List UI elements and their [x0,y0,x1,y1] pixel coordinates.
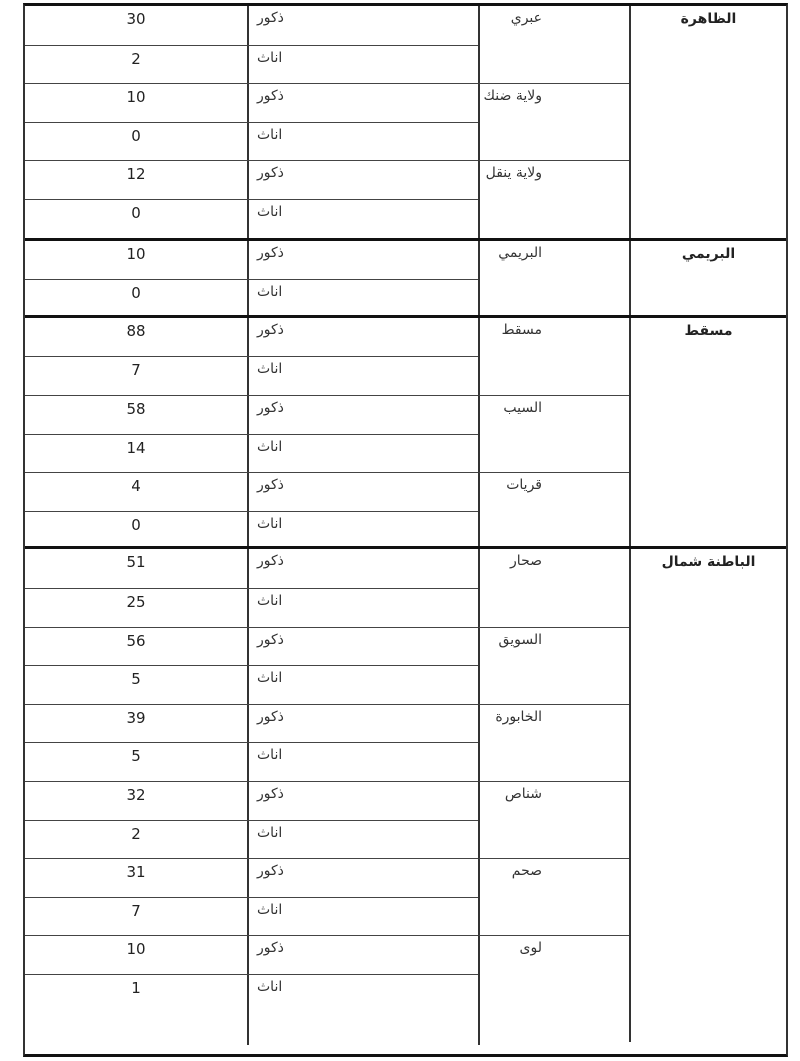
table-row [25,935,478,974]
wilayat-name: شناص [504,785,542,802]
male-label: ذكور [257,553,284,570]
female-label: اناث [257,901,283,918]
governorate-group [25,6,786,238]
female-label: اناث [257,284,283,301]
wilayat-name: صحار [510,553,542,570]
wilayat-cell [478,6,629,83]
female-count: 25 [126,592,146,611]
female-label: اناث [257,49,283,66]
governorate-cell: البريمي [629,241,786,315]
female-label: اناث [257,438,283,455]
table-row [25,241,478,280]
gender-cell [247,549,478,588]
wilayat-name: السيب [503,399,542,416]
female-label: اناث [257,670,283,687]
wilayat-cell [478,395,629,472]
table-row [25,6,478,45]
male-count: 31 [126,863,146,882]
table-row [25,704,478,743]
male-count: 32 [126,785,146,804]
table-row [25,588,478,627]
gender-cell [247,200,478,238]
male-label: ذكور [257,477,284,494]
wilayat-name: الخابورة [495,708,542,725]
governorate-group [25,546,786,1041]
wilayat-name: صحم [511,863,542,880]
female-label: اناث [257,747,283,764]
gender-cell [247,123,478,161]
female-count: 5 [131,670,141,689]
male-label: ذكور [257,399,284,416]
table-row [25,627,478,666]
gender-cell [247,241,478,280]
table-row [25,45,478,84]
gender-cell [247,859,478,897]
gender-cell [247,46,478,84]
gender-cell [247,396,478,434]
female-label: اناث [257,515,283,532]
female-count: 0 [131,284,141,303]
male-label: ذكور [257,244,284,261]
table-row [25,279,478,318]
male-label: ذكور [257,631,284,648]
gender-cell [247,280,478,318]
wilayat-cell [478,627,629,704]
gender-cell [247,435,478,473]
table-row [25,665,478,704]
wilayat-name: ولاية ينقل [485,165,542,182]
table-row [25,160,478,199]
gender-cell [247,743,478,781]
wilayat-name: ولاية ضنك [483,88,542,105]
governorate-cell: الباطنة شمال [629,549,786,1041]
table-row [25,549,478,588]
female-count: 14 [126,438,146,457]
wilayat-name: السويق [498,631,542,648]
gender-cell [247,318,478,357]
governorate-group [25,315,786,547]
female-label: اناث [257,361,283,378]
table-row [25,122,478,161]
male-label: ذكور [257,708,284,725]
male-label: ذكور [257,940,284,957]
male-count: 56 [126,631,146,650]
governorate-group [25,238,786,315]
table-row [25,395,478,434]
wilayat-name: البريمي [498,244,542,261]
female-count: 5 [131,747,141,766]
table-row [25,742,478,781]
female-label: اناث [257,592,283,609]
governorate-cell: الظاهرة [629,6,786,238]
male-count: 10 [126,940,146,959]
gender-cell [247,975,478,1045]
male-label: ذكور [257,321,284,338]
male-label: ذكور [257,785,284,802]
table-row [25,820,478,859]
wilayat-cell [478,318,629,395]
wilayat-cell [478,160,629,237]
table-row [25,781,478,820]
male-count: 51 [126,553,146,572]
female-label: اناث [257,978,283,995]
male-count: 12 [126,165,146,184]
wilayat-cell [478,241,629,318]
gender-cell [247,898,478,936]
female-count: 7 [131,361,141,380]
wilayat-cell [478,549,629,626]
male-count: 10 [126,244,146,263]
wilayat-cell [478,781,629,858]
table-row [25,434,478,473]
female-count: 7 [131,901,141,920]
gender-cell [247,473,478,511]
wilayat-name: مسقط [501,321,542,338]
gender-cell [247,589,478,627]
male-count: 30 [126,10,146,28]
gender-cell [247,705,478,743]
female-count: 2 [131,49,141,68]
male-count: 4 [131,477,141,496]
table-row [25,318,478,357]
gender-cell [247,936,478,974]
wilayat-name: عبري [510,10,542,26]
gender-cell [247,512,478,550]
wilayat-cell [478,472,629,549]
data-table [23,3,788,1057]
male-label: ذكور [257,863,284,880]
male-label: ذكور [257,165,284,182]
wilayat-name: لوى [519,940,542,957]
table-row [25,974,478,1045]
female-label: اناث [257,204,283,220]
governorate-cell: مسقط [629,318,786,547]
table-row [25,511,478,550]
gender-cell [247,628,478,666]
wilayat-name: قريات [506,477,542,494]
female-count: 2 [131,824,141,843]
table-row [25,356,478,395]
gender-cell [247,821,478,859]
wilayat-cell [478,858,629,935]
gender-cell [247,161,478,199]
gender-cell [247,84,478,122]
male-count: 88 [126,321,146,340]
male-label: ذكور [257,88,284,105]
table-row [25,199,478,238]
gender-cell [247,357,478,395]
female-count: 0 [131,515,141,534]
female-label: اناث [257,824,283,841]
female-count: 0 [131,204,141,222]
male-count: 58 [126,399,146,418]
male-count: 10 [126,88,146,107]
female-label: اناث [257,126,283,143]
male-label: ذكور [257,10,284,26]
table-row [25,858,478,897]
female-count: 1 [131,978,141,997]
wilayat-cell [478,935,629,1044]
table-row [25,897,478,936]
wilayat-cell [478,83,629,160]
gender-cell [247,666,478,704]
male-count: 39 [126,708,146,727]
table-row [25,83,478,122]
female-count: 0 [131,126,141,145]
gender-cell [247,6,478,45]
gender-cell [247,782,478,820]
wilayat-cell [478,704,629,781]
table-row [25,472,478,511]
